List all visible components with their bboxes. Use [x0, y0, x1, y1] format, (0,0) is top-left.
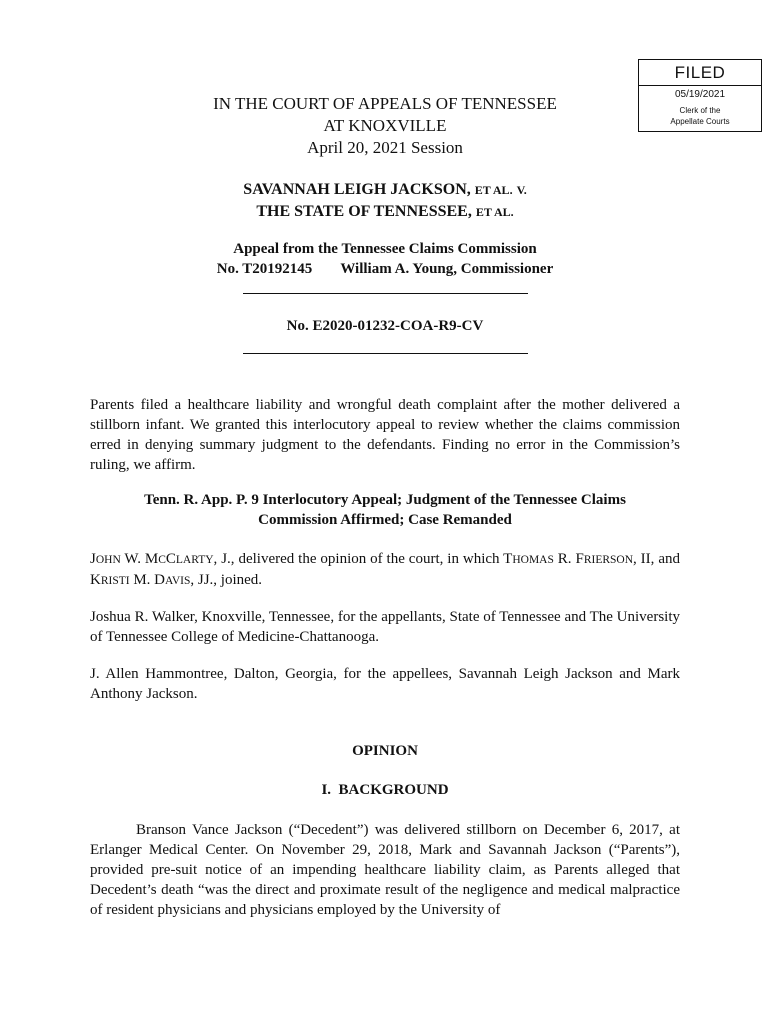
- lower-court-number: No. T20192145: [216, 261, 313, 277]
- et-al-1: ET AL.: [474, 183, 513, 197]
- authors-paragraph: JOHN W. MCCLARTY, J., delivered the opinion of the court, in which THOMAS R. FRIERSON, II, and KRISTI M. DAVIS, JJ., joined.: [90, 551, 680, 588]
- clerk-line-1: Clerk of the: [679, 106, 721, 115]
- filed-label: FILED: [639, 60, 761, 86]
- clerk-line-2: Appellate Courts: [670, 117, 730, 126]
- counsel-appellants: Joshua R. Walker, Knoxville, Tennessee, for the appellants, State of Tennessee and The University of Tennessee College of Medicine-Chattanooga.: [90, 609, 680, 645]
- court-name: IN THE COURT OF APPEALS OF TENNESSEE: [213, 94, 557, 113]
- party-1: SAVANNAH LEIGH JACKSON,: [243, 181, 471, 198]
- party-2: THE STATE OF TENNESSEE,: [256, 203, 472, 220]
- docket-number: No. E2020-01232-COA-R9-CV: [286, 318, 484, 334]
- counsel-appellees: J. Allen Hammontree, Dalton, Georgia, for the appellees, Savannah Leigh Jackson and Mark Anthony Jackson.: [90, 666, 680, 702]
- holding-line-2: Commission Affirmed; Case Remanded: [258, 512, 512, 528]
- court-session: April 20, 2021 Session: [307, 138, 463, 157]
- divider-1: [243, 293, 528, 294]
- appeal-details: [90, 259, 680, 279]
- opinion-heading: OPINION: [352, 743, 418, 759]
- court-location: AT KNOXVILLE: [323, 116, 447, 135]
- case-caption: [90, 179, 680, 223]
- appeal-from: Appeal from the Tennessee Claims Commission: [233, 241, 537, 257]
- background-paragraph: Branson Vance Jackson (“Decedent”) was delivered stillborn on December 6, 2017, at Erlanger Medical Center. On November 29, 2018, Mark and Savannah Jackson (“Parents”), provided pre-suit notice of an impending healthcare liability claim, as Parents alleged that Decedent’s death “was the direct and proximate result of the negligence and medical malpractice of resident physicians and physicians employed by the University of: [90, 822, 680, 918]
- appeal-info: [90, 239, 680, 279]
- holding: [90, 490, 680, 530]
- divider-2: [243, 353, 528, 354]
- caption-line-1: [90, 179, 680, 201]
- summary-paragraph: Parents filed a healthcare liability and wrongful death complaint after the mother delivered a stillborn infant. We granted this interlocutory appeal to review whether the claims commission erred in denying summary judgment to the defendants. Finding no error in the Commission’s ruling, we affirm.: [90, 397, 680, 473]
- et-al-2: ET AL.: [475, 205, 514, 219]
- versus: V.: [516, 183, 527, 197]
- commissioner: William A. Young, Commissioner: [340, 261, 554, 277]
- holding-line-1: Tenn. R. App. P. 9 Interlocutory Appeal; Judgment of the Tennessee Claims: [144, 492, 626, 508]
- filed-date: 05/19/2021: [674, 89, 726, 100]
- court-header: [90, 93, 680, 159]
- background-heading: I. BACKGROUND: [321, 782, 449, 798]
- caption-line-2: [90, 201, 680, 223]
